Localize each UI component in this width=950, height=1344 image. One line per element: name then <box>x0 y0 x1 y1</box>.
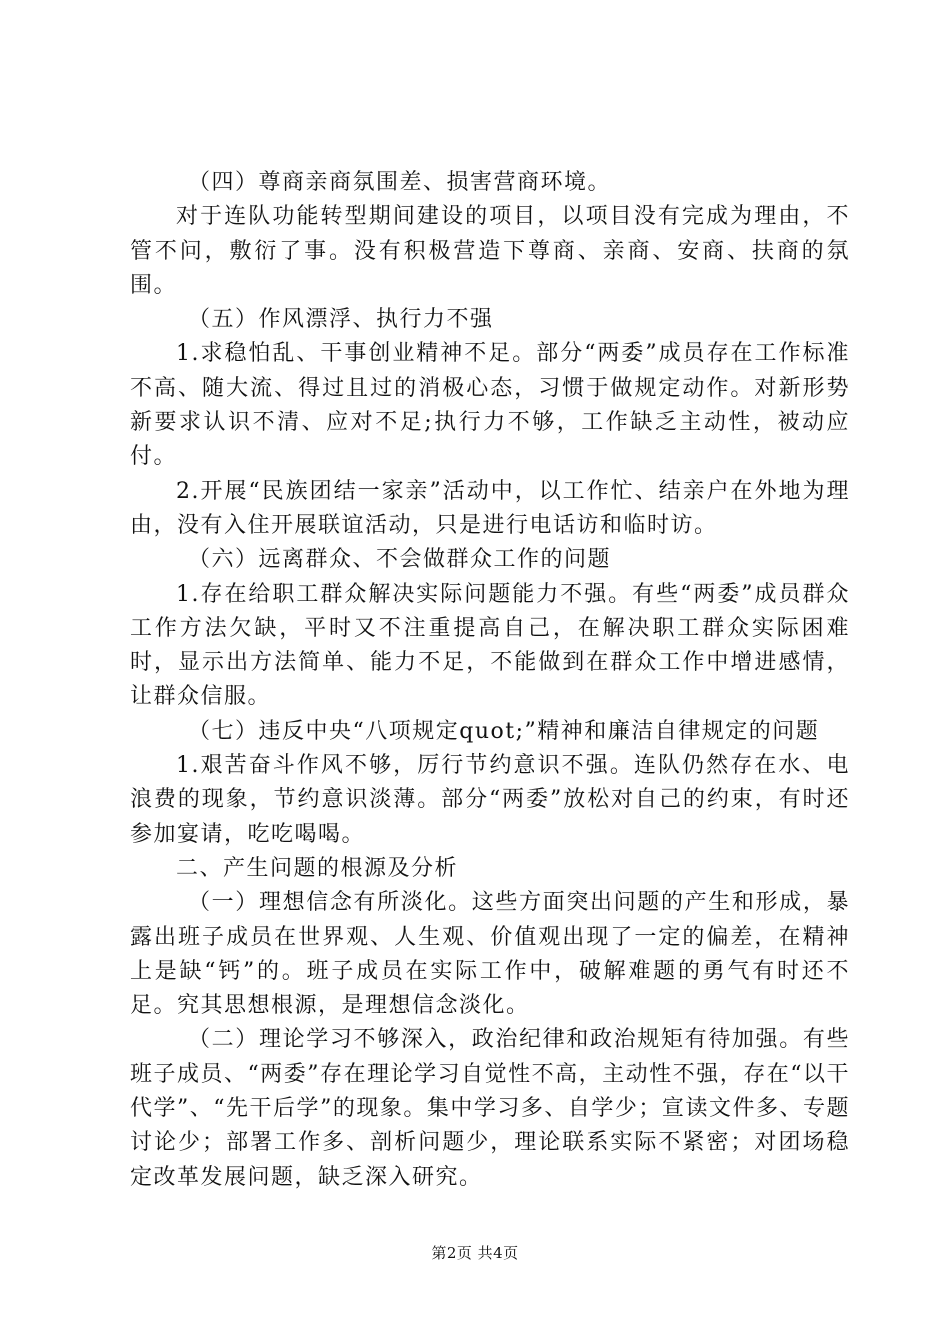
section-heading-5: （五）作风漂浮、执行力不强 <box>188 307 494 333</box>
paragraph: 对于连队功能转型期间建设的项目，以项目没有完成为理由，不管不问，敷衍了事。没有积极营造下尊商、亲商、安商、扶商的氛围。 <box>130 204 850 298</box>
paragraph: （二）理论学习不够深入，政治纪律和政治规矩有待加强。有些班子成员、“两委”存在理论学习自觉性不高，主动性不强，存在“以干代学”、“先干后学”的现象。集中学习多、自学少；宣读文件多、专题讨论少；部署工作多、剖析问题少，理论联系实际不紧密；对团场稳定改革发展问题，缺乏深入研究。 <box>130 1027 850 1190</box>
section-heading-2: 二、产生问题的根源及分析 <box>176 855 459 881</box>
section-heading-6: （六）远离群众、不会做群众工作的问题 <box>188 547 612 573</box>
paragraph: 2.开展“民族团结一家亲”活动中，以工作忙、结亲户在外地为理由，没有入住开展联谊活动，只是进行电话访和临时访。 <box>130 478 850 538</box>
paragraph: 1.存在给职工群众解决实际问题能力不强。有些“两委”成员群众工作方法欠缺，平时又不注重提高自己，在解决职工群众实际困难时，显示出方法简单、能力不足，不能做到在群众工作中增进感情，让群众信服。 <box>130 581 850 710</box>
paragraph: （一）理想信念有所淡化。这些方面突出问题的产生和形成，暴露出班子成员在世界观、人生观、价值观出现了一定的偏差，在精神上是缺“钙”的。班子成员在实际工作中，破解难题的勇气有时还不足。究其思想根源，是理想信念淡化。 <box>130 890 850 1019</box>
page-footer: 第2页 共4页 <box>431 1244 519 1262</box>
section-heading-7: （七）违反中央“八项规定quot;”精神和廉洁自律规定的问题 <box>188 718 820 744</box>
section-heading-4: （四）尊商亲商氛围差、损害营商环境。 <box>188 170 612 195</box>
paragraph: 1.求稳怕乱、干事创业精神不足。部分“两委”成员存在工作标准不高、随大流、得过且过的消极心态，习惯于做规定动作。对新形势新要求认识不清、应对不足;执行力不够，工作缺乏主动性，被动应付。 <box>130 341 850 470</box>
document-body <box>130 166 850 1195</box>
paragraph: 1.艰苦奋斗作风不够，厉行节约意识不强。连队仍然存在水、电浪费的现象，节约意识淡薄。部分“两委”放松对自己的约束，有时还参加宴请，吃吃喝喝。 <box>130 753 850 847</box>
